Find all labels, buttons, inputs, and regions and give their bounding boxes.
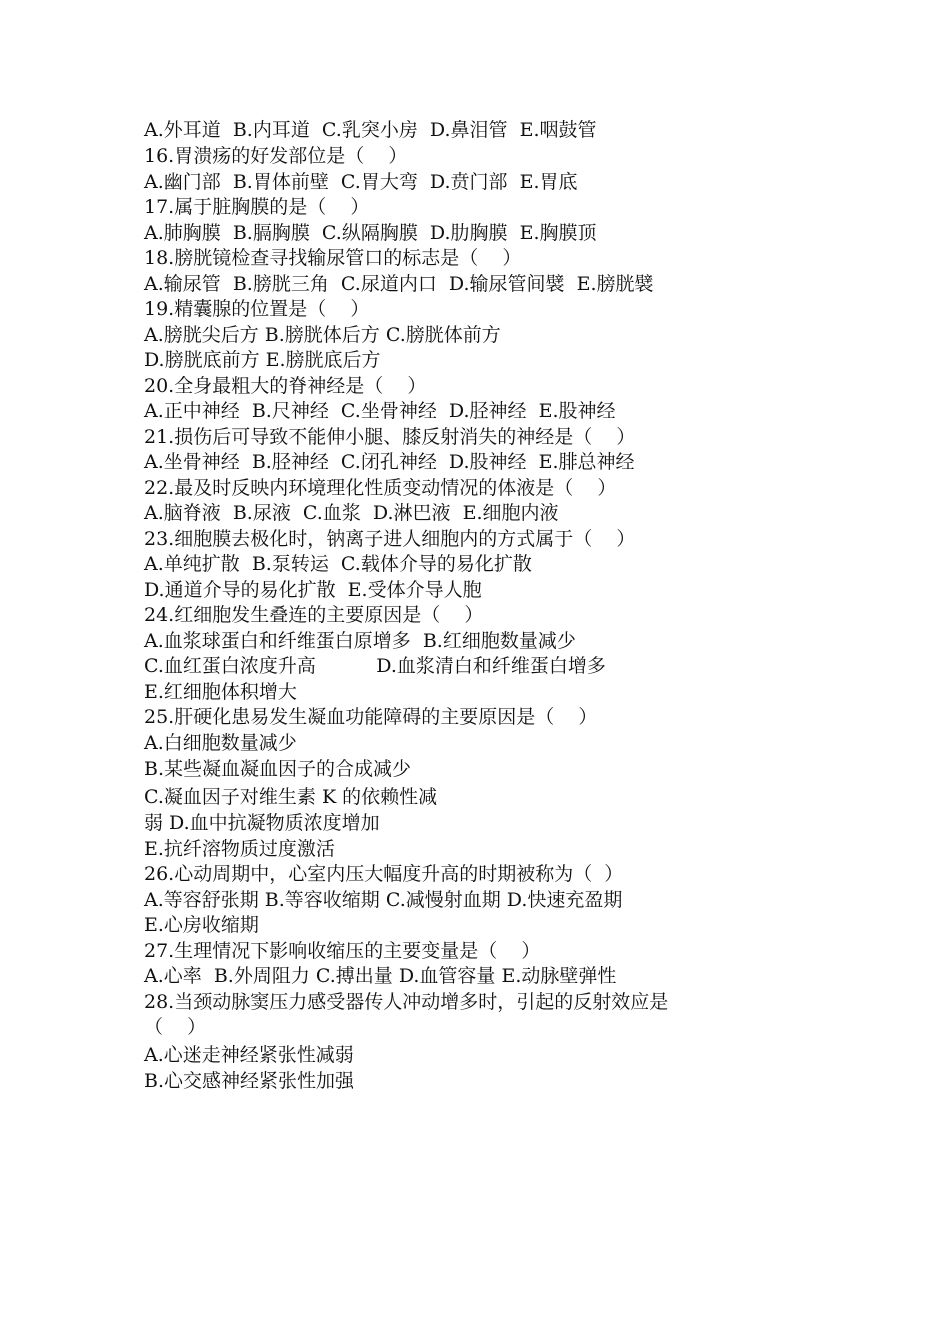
question-24: 24.红细胞发生叠连的主要原因是（ ） <box>144 604 484 626</box>
line-options-q23-b: D.通道介导的易化扩散 E.受体介导人胞 <box>144 579 482 601</box>
line-options-q25-b: B.某些凝血凝血因子的合成减少 <box>144 758 412 780</box>
line-options-q25-e: E.抗纤溶物质过度激活 <box>144 838 335 860</box>
line-options-q24-b: C.血红蛋白浓度升高 D.血浆清白和纤维蛋白增多 <box>144 655 606 677</box>
question-26: 26.心动周期中，心室内压大幅度升高的时期被称为（ ） <box>144 863 624 885</box>
line-options-q18: A.输尿管 B.膀胱三角 C.尿道内口 D.输尿管间襞 E.膀胱襞 <box>144 273 654 295</box>
line-options-q21: A.坐骨神经 B.胫神经 C.闭孔神经 D.股神经 E.腓总神经 <box>144 451 635 473</box>
question-22: 22.最及时反映内环境理化性质变动情况的体液是（ ） <box>144 477 617 499</box>
line-options-q25-a: A.白细胞数量减少 <box>144 732 297 754</box>
question-25: 25.肝硬化患易发生凝血功能障碍的主要原因是（ ） <box>144 706 598 728</box>
line-options-q26-b: E.心房收缩期 <box>144 914 259 936</box>
question-16: 16.胃溃疡的好发部位是（ ） <box>144 145 408 167</box>
question-21: 21.损伤后可导致不能伸小腿、膝反射消失的神经是（ ） <box>144 426 636 448</box>
line-options-q24-c: E.红细胞体积增大 <box>144 681 297 703</box>
question-28-blank: （ ） <box>144 1016 207 1038</box>
line-options-q25-c: C.凝血因子对维生素 K 的依赖性减 <box>144 786 438 808</box>
question-28: 28.当颈动脉窦压力感受器传人冲动增多时，引起的反射效应是 <box>144 991 669 1013</box>
line-options-q20: A.正中神经 B.尺神经 C.坐骨神经 D.胫神经 E.股神经 <box>144 400 616 422</box>
line-options-q22: A.脑脊液 B.尿液 C.血浆 D.淋巴液 E.细胞内液 <box>144 502 559 524</box>
question-23: 23.细胞膜去极化时，钠离子进人细胞内的方式属于（ ） <box>144 528 636 550</box>
question-18: 18.膀胱镜检查寻找输尿管口的标志是（ ） <box>144 247 522 269</box>
line-options-q15: A.外耳道 B.内耳道 C.乳突小房 D.鼻泪管 E.咽鼓管 <box>144 119 597 141</box>
line-options-q17: A.肺胸膜 B.膈胸膜 C.纵隔胸膜 D.肋胸膜 E.胸膜顶 <box>144 222 597 244</box>
line-options-q27: A.心率 B.外周阻力 C.搏出量 D.血管容量 E.动脉壁弹性 <box>144 965 617 987</box>
line-options-q19-b: D.膀胱底前方 E.膀胱底后方 <box>144 349 381 371</box>
line-options-q25-d: 弱 D.血中抗凝物质浓度增加 <box>144 812 380 834</box>
line-options-q24-a: A.血浆球蛋白和纤维蛋白原增多 B.红细胞数量减少 <box>144 630 576 652</box>
line-options-q16: A.幽门部 B.胃体前壁 C.胃大弯 D.贲门部 E.胃底 <box>144 171 578 193</box>
line-options-q28-a: A.心迷走神经紧张性减弱 <box>144 1044 354 1066</box>
line-options-q19-a: A.膀胱尖后方 B.膀胱体后方 C.膀胱体前方 <box>144 324 501 346</box>
question-20: 20.全身最粗大的脊神经是（ ） <box>144 375 427 397</box>
line-options-q23-a: A.单纯扩散 B.泵转运 C.载体介导的易化扩散 <box>144 553 532 575</box>
line-options-q26-a: A.等容舒张期 B.等容收缩期 C.减慢射血期 D.快速充盈期 <box>144 889 623 911</box>
question-19: 19.精囊腺的位置是（ ） <box>144 298 370 320</box>
line-options-q28-b: B.心交感神经紧张性加强 <box>144 1070 355 1092</box>
question-27: 27.生理情况下影响收缩压的主要变量是（ ） <box>144 940 541 962</box>
question-17: 17.属于脏胸膜的是（ ） <box>144 196 370 218</box>
